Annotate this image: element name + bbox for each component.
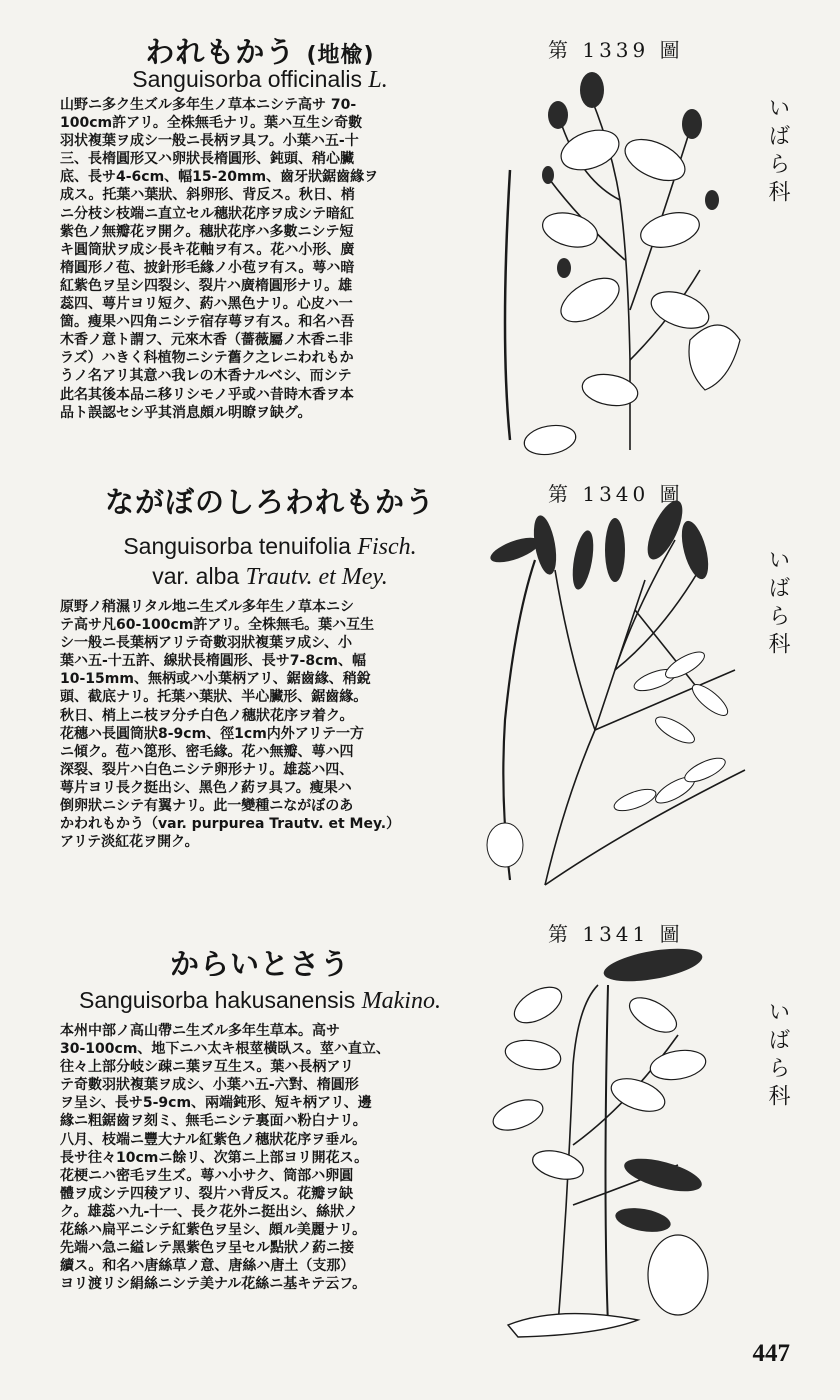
family-label: いばら科	[765, 96, 790, 208]
entry-description: 山野ニ多ク生ズル多年生ノ草本ニシテ高サ 70- 100cm許アリ。全株無毛ナリ。葉ハ互生シ奇數 羽状複葉ヲ成シ一般ニ長柄ヲ具フ。小葉ハ五-十 三、長楕圓形又ハ卵狀長楕圓形、鈍頭、稍心臟 底、長サ4-6cm、幅15-20mm、齒牙狀鋸齒緣ヲ 成ス。托葉ハ葉狀、斜卵形、背反ス。秋日、梢 ニ分枝シ枝端ニ直立セル穗狀花序ヲ成シテ暗紅 紫色ノ無瓣花ヲ開ク。穗狀花序ハ多數ニシテ短 キ圓筒狀ヲ成シ長キ花軸ヲ有ス。花ハ小形、廣 楕圓形ノ苞、披針形毛緣ノ小苞ヲ有ス。萼ハ暗 紅紫色ヲ呈シ四裂シ、裂片ハ廣楕圓形ナリ。雄 蕊四、萼片ヨリ短ク、葯ハ黑色ナリ。心皮ハ一 箇。瘦果ハ四角ニシテ宿存萼ヲ有ス。和名ハ吾 木香ノ意ト謂フ、元來木香（薔薇屬ノ木香ニ非 ラズ）ハきく科植物ニシテ舊ク之レニわれもか うノ名アリ其意ハ我レの木香ナルベシ、而シテ 此名其後本品ニ移リシモノ乎或ハ昔時木香ヲ本 品ト誤認セシ乎其消息頗ル明瞭ヲ缺グ。	[60, 97, 379, 421]
scientific-author: L.	[368, 67, 388, 93]
scientific-name-text: Sanguisorba officinalis	[132, 66, 362, 92]
scientific-author: Fisch.	[357, 534, 417, 560]
scientific-name	[55, 987, 465, 1015]
scientific-name-text: Sanguisorba tenuifolia	[123, 533, 351, 559]
scientific-author: Makino.	[361, 988, 441, 1014]
plant-illustration-1341	[478, 945, 768, 1340]
entry-description: 原野ノ稍濕リタル地ニ生ズル多年生ノ草本ニシ テ高サ凡60-100cm許アリ。全株無毛。葉ハ互生 シ一般ニ長葉柄アリテ奇數羽狀複葉ヲ成シ、小 葉ハ五-十五許、線狀長楕圓形、長サ7-8cm、幅 10-15mm、無柄或ハ小葉柄アリ、鋸齒緣、稍銳 頭、截底ナリ。托葉ハ葉狀、半心臟形、鋸齒緣。 秋日、梢上ニ枝ヲ分チ白色ノ穗狀花序ヲ着ク。 花穗ハ長圓筒狀8-9cm、徑1cm内外アリテ一方 ニ傾ク。苞ハ箆形、密毛緣。花ハ無瓣、萼ハ四 深裂、裂片ハ白色ニシテ卵形ナリ。雄蕊ハ四、 萼片ヨリ長ク挺出シ、黑色ノ葯ヲ具フ。瘦果ハ 倒卵狀ニシテ有翼ナリ。此一變種ニながぼのあ かわれもかう（var. purpurea Trautv. et Mey.） アリテ淡紅花ヲ開ク。	[60, 599, 401, 851]
entry-title-kana: ながぼのしろわれもかう	[104, 485, 435, 519]
entry-title	[60, 480, 480, 521]
figure-number: 第 1341 圖	[548, 922, 684, 946]
variety-name: var. alba	[152, 563, 240, 589]
figure-number: 第 1340 圖	[548, 482, 684, 506]
entry-description: 本州中部ノ高山帶ニ生ズル多年生草本。高サ 30-100cm、地下ニハ太キ根莖橫臥ス。莖ハ直立、 往々上部分岐シ疎ニ葉ヲ互生ス。葉ハ長柄アリ テ奇數羽狀複葉ヲ成シ、小葉ハ五-六對、楕圓形 ヲ呈シ、長サ5-9cm、兩端鈍形、短キ柄アリ、邊 緣ニ粗鋸齒ヲ刻ミ、無毛ニシテ裏面ハ粉白ナリ。 八月、枝端ニ豐大ナル紅紫色ノ穗狀花序ヲ垂ル。 長サ往々10cmニ餘リ、次第ニ上部ヨリ開花ス。 花梗ニハ密毛ヲ生ズ。萼ハ小サク、筒部ハ卵圓 體ヲ成シテ四稜アリ、裂片ハ背反ス。花瓣ヲ缺 ク。雄蕊ハ九-十一、長ク花外ニ挺出シ、絲狀ノ 花絲ハ扁平ニシテ紅紫色ヲ呈シ、頗ル美麗ナリ。 先端ハ急ニ縊レテ黑紫色ヲ呈セル點狀ノ葯ニ接 續ス。和名ハ唐絲草ノ意、唐絲ハ唐土（支那） ヨリ渡リシ絹絲ニシテ美ナル花絲ニ基キテ云フ。	[60, 1023, 390, 1293]
entry-title-kanji: (地楡)	[306, 43, 375, 68]
variety-author: Trautv. et Mey.	[245, 564, 388, 590]
page-number: 447	[752, 1340, 790, 1367]
entry-title-kana: われもかう	[145, 35, 296, 69]
scientific-name	[60, 533, 480, 561]
figure-number: 第 1339 圖	[548, 38, 684, 62]
family-label: いばら科	[765, 548, 790, 660]
entry-title-kana: からいとさう	[169, 947, 350, 981]
scientific-variety	[60, 563, 480, 591]
scientific-name	[60, 66, 460, 94]
entry-title	[60, 942, 460, 983]
family-label: いばら科	[765, 1000, 790, 1112]
plant-illustration-1339	[480, 60, 770, 460]
scientific-name-text: Sanguisorba hakusanensis	[79, 987, 356, 1013]
entry-title	[60, 30, 460, 71]
plant-illustration-1340	[475, 500, 770, 895]
